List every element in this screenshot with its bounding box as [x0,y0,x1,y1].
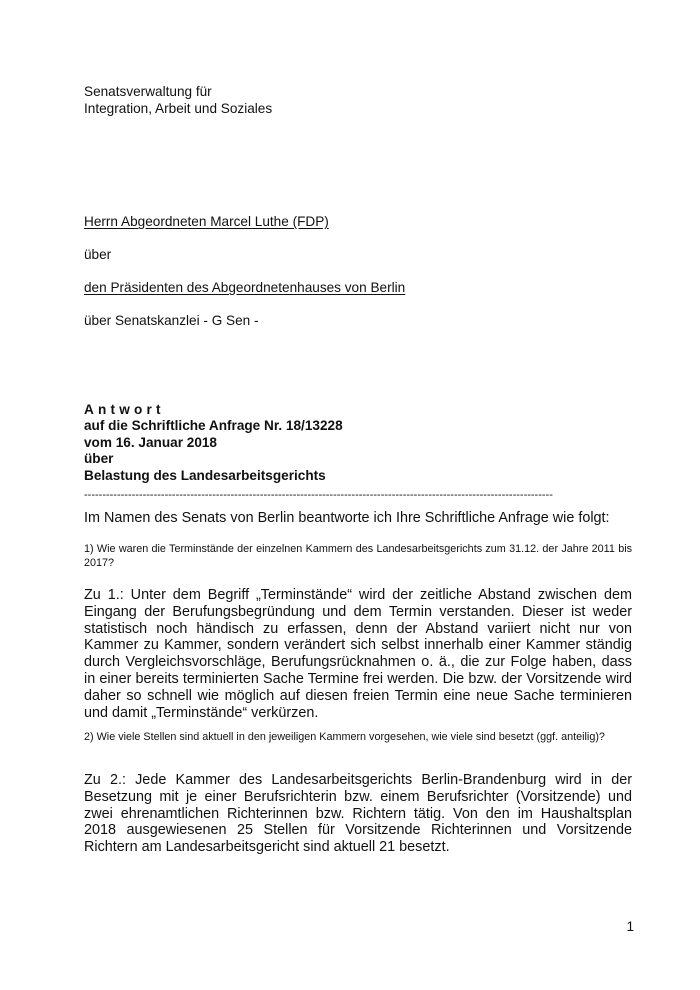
separator-line: -------------------------------------------------------------------------------------------------------------------------------- [84,489,553,501]
sender-block [84,83,272,117]
heading-date: vom 16. Januar 2018 [84,434,217,450]
heading-inquiry-number: auf die Schriftliche Anfrage Nr. 18/13228 [84,418,343,434]
answer-2: Zu 2.: Jede Kammer des Landesarbeitsgerichts Berlin-Brandenburg wird in der Besetzung mit je einer Berufsrichterin bzw. einem Berufsrichter (Vorsitzende) und zwei ehrenamtlichen Richterinnen bzw. Richtern tätig. Von den im Haushaltsplan 2018 ausgewiesenen 25 Stellen für Vorsitzende Richterinnen und Vorsitzende Richtern am Landesarbeitsgericht sind aktuell 21 besetzt. [84,772,632,856]
heading-antwort: Antwort [84,402,165,417]
answer-1: Zu 1.: Unter dem Begriff „Terminstände“ wird der zeitliche Abstand zwischen dem Eingang der Berufungsbegründung und dem Termin verstanden. Dieser ist weder statistisch noch händisch zu erfassen, denn der Abstand variiert nicht nur von Kammer zu Kammer, sondern verändert sich selbst innerhalb einer Kammer ständig durch Vergleichsvorschläge, Berufungsrücknahmen o. ä., die zur Folge haben, dass in einer bereits terminierten Sache Termine frei werden. Die bzw. der Vorsitzende wird daher so schnell wie möglich auf diesen freien Termin eine neue Sache terminieren und damit „Terminstände“ verkürzen. [84,587,632,721]
intro-text: Im Namen des Senats von Berlin beantworte ich Ihre Schriftliche Anfrage wie folgt: [84,510,610,526]
answer-heading [84,402,343,484]
president-line: den Präsidenten des Abgeordnetenhauses von Berlin [84,280,406,295]
sender-line-2: Integration, Arbeit und Soziales [84,101,273,116]
via-label-1: über [84,247,112,262]
heading-ueber: über [84,451,114,467]
sender-line-1: Senatsverwaltung für [84,84,212,99]
page-number: 1 [626,919,634,934]
question-2: 2) Wie viele Stellen sind aktuell in den jeweiligen Kammern vorgesehen, wie viele sind besetzt (ggf. anteilig)? [84,731,605,743]
heading-subject: Belastung des Landesarbeitsgerichts [84,467,326,483]
question-1: 1) Wie waren die Terminstände der einzelnen Kammern des Landesarbeitsgerichts zum 31.12. der Jahre 2011 bis 2017? [84,543,632,569]
recipient-name: Herrn Abgeordneten Marcel Luthe (FDP) [84,214,329,229]
via-senate-chancellery: über Senatskanzlei - G Sen - [84,313,259,328]
